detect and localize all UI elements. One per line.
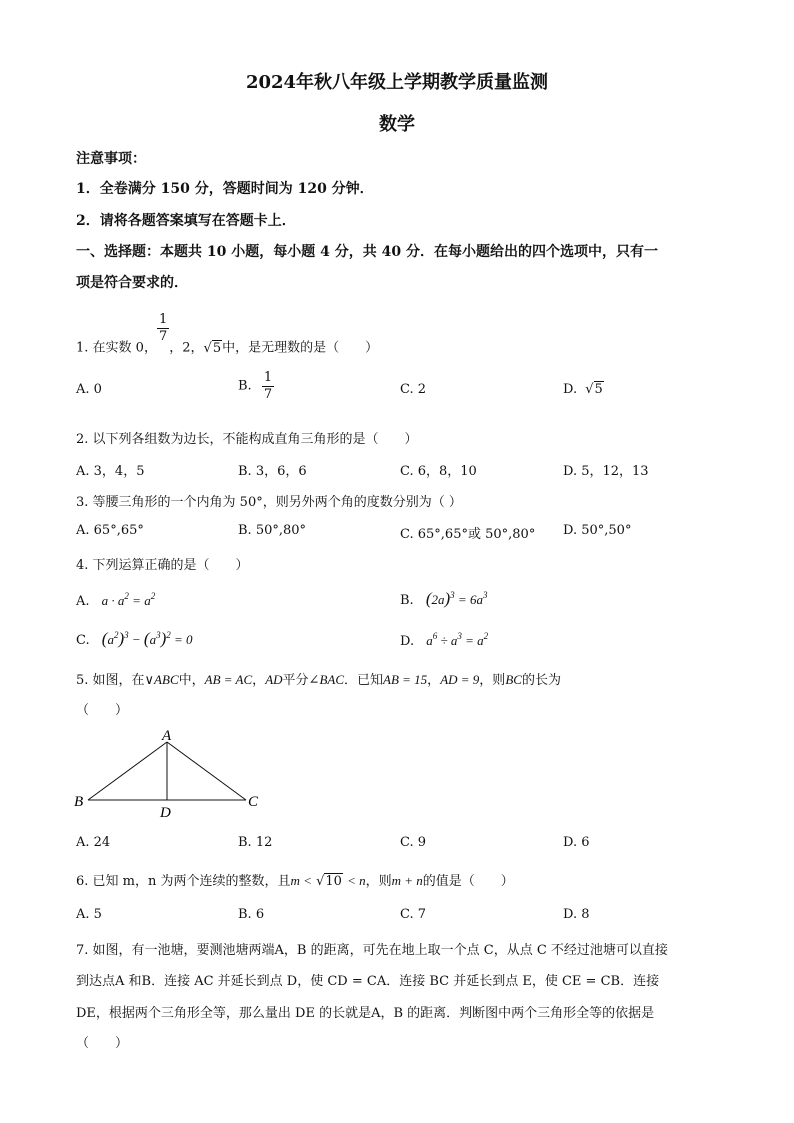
notes-item-2: 2．请将各题答案填写在答题卡上． <box>76 213 296 229</box>
math-inequality: m < <box>290 873 312 888</box>
q5-answer-paren: （ ） <box>76 703 129 718</box>
math-expression: $(a^2)^3 - (a^3)^2 = 0$ <box>101 629 193 648</box>
math-expression: m + n <box>391 873 423 888</box>
sqrt-radicand: 5 <box>594 382 603 397</box>
q5-option-d[interactable]: D. 6 <box>563 835 590 850</box>
sqrt: √5 <box>203 340 222 356</box>
notes-item-1: 1．全卷满分 150 分，答题时间为 120 分钟． <box>76 181 374 197</box>
triangle-figure <box>70 724 270 824</box>
math-equation: AB = AC <box>204 672 253 687</box>
question-6-stem <box>76 870 514 889</box>
fraction-numerator: 1 <box>158 312 168 327</box>
q2-option-d[interactable]: D. 5，12，13 <box>563 464 649 479</box>
q1-suffix: 中，是无理数的是（ ） <box>222 340 379 356</box>
sqrt-radicand: 5 <box>212 340 222 356</box>
vertex-label-c: C <box>248 794 259 810</box>
q1-option-c[interactable]: C. 2 <box>400 382 427 397</box>
q5-text: 5. 如图，在 <box>76 673 145 688</box>
q3-option-b[interactable]: B. 50°,80° <box>238 523 307 538</box>
q1-option-a[interactable]: A. 0 <box>76 382 102 397</box>
q5-text: 平分 <box>282 673 309 688</box>
option-label: D. <box>400 634 415 649</box>
q5-text: ．已知 <box>344 673 384 688</box>
q5-option-c[interactable]: C. 9 <box>400 835 427 850</box>
q6-text: 的值是（ ） <box>422 874 514 889</box>
q2-option-a[interactable]: A. 3，4，5 <box>76 464 145 479</box>
question-2-stem: 2. 以下列各组数为边长，不能构成直角三角形的是（ ） <box>76 432 418 447</box>
question-7-line1: 7. 如图，有一池塘，要测池塘两端A，B 的距离，可先在地上取一个点 C，从点 C 不经过池塘可以直接 <box>76 943 668 958</box>
option-label: D. <box>563 382 578 397</box>
fraction <box>262 370 274 402</box>
q3-option-c[interactable]: C. 65°,65°或 50°,80° <box>400 527 536 542</box>
q1-prefix: 1. 在实数 0， <box>76 340 157 356</box>
sqrt-radicand: 10 <box>325 874 342 889</box>
q5-text: 中， <box>178 673 205 688</box>
sqrt: √5 <box>585 382 603 397</box>
q4-option-d[interactable] <box>400 631 488 649</box>
q1-option-d[interactable] <box>563 382 604 397</box>
q2-option-b[interactable]: B. 3，6，6 <box>238 464 307 479</box>
math-angle: ∠BAC <box>308 672 344 687</box>
vertex-label-d: D <box>160 805 171 821</box>
q6-option-d[interactable]: D. 8 <box>563 907 590 922</box>
q5-option-b[interactable]: B. 12 <box>238 835 273 850</box>
option-label: C. <box>76 633 90 648</box>
option-label: B. <box>400 593 414 608</box>
section-heading-line1: 一、选择题：本题共 10 小题，每小题 4 分，共 40 分．在每小题给出的四个选项中，只有一 <box>76 244 658 260</box>
q4-option-b[interactable] <box>400 589 487 609</box>
fraction <box>157 312 169 344</box>
q6-text: ，则 <box>365 874 392 889</box>
q4-option-a[interactable] <box>76 591 155 609</box>
question-7-line3: DE，根据两个三角形全等，那么量出 DE 的长就是A，B 的距离．判断图中两个三角形全等的依据是 <box>76 1006 655 1021</box>
fraction-numerator: 1 <box>263 370 273 385</box>
q5-text: 的长为 <box>521 673 561 688</box>
q6-option-a[interactable]: A. 5 <box>76 907 102 922</box>
q2-option-c[interactable]: C. 6，8，10 <box>400 464 477 479</box>
q4-option-c[interactable] <box>76 629 193 649</box>
math-expression: $(2a)^3 = 6a^3$ <box>425 589 488 608</box>
question-5-stem <box>76 669 561 688</box>
q6-option-b[interactable]: B. 6 <box>238 907 265 922</box>
math-segment: BC <box>505 672 522 687</box>
section-heading-line2: 项是符合要求的． <box>76 275 188 291</box>
q5-option-a[interactable]: A. 24 <box>76 835 111 850</box>
q6-option-c[interactable]: C. 7 <box>400 907 427 922</box>
segment-ab <box>88 742 167 800</box>
question-7-line2: 到达点A 和B．连接 AC 并延长到点 D，使 CD = CA．连接 BC 并延长到点 E，使 CE = CB．连接 <box>76 974 660 989</box>
q5-text: ， <box>252 673 266 688</box>
q1-option-b[interactable] <box>238 370 274 402</box>
q1-mid: ，2， <box>169 340 204 356</box>
fraction-denominator: 7 <box>263 386 273 402</box>
vertex-label-a: A <box>162 728 172 744</box>
math-expression: $a^6 \div a^3 = a^2$ <box>426 631 489 648</box>
question-4-stem: 4. 下列运算正确的是（ ） <box>76 558 249 573</box>
math-equation: AB = 15 <box>383 672 428 687</box>
sqrt: √10 <box>316 874 342 889</box>
math-expression: $a \cdot a^2 = a^2$ <box>101 591 156 608</box>
subject-title: 数学 <box>379 114 415 135</box>
math-triangle: ∨ABC <box>144 672 179 687</box>
question-3-stem: 3. 等腰三角形的一个内角为 50°，则另外两个角的度数分别为（ ） <box>76 495 462 510</box>
q3-option-d[interactable]: D. 50°,50° <box>563 523 632 538</box>
question-1-stem <box>76 312 378 356</box>
q5-text: ，则 <box>479 673 506 688</box>
q5-text: ， <box>427 673 441 688</box>
q3-option-a[interactable]: A. 65°,65° <box>76 523 144 538</box>
math-equation: AD = 9 <box>440 672 480 687</box>
math-inequality: < n <box>347 873 366 888</box>
math-segment: AD <box>265 672 283 687</box>
page-title: 2024年秋八年级上学期教学质量监测 <box>245 72 549 93</box>
q6-text: 6. 已知 m，n 为两个连续的整数，且 <box>76 874 291 889</box>
question-7-line4: （ ） <box>76 1036 129 1051</box>
option-label: A. <box>76 594 90 609</box>
fraction-denominator: 7 <box>158 328 168 344</box>
segment-ac <box>167 742 246 800</box>
notes-heading: 注意事项： <box>76 151 146 167</box>
vertex-label-b: B <box>74 794 84 810</box>
option-label: B. <box>238 378 252 394</box>
